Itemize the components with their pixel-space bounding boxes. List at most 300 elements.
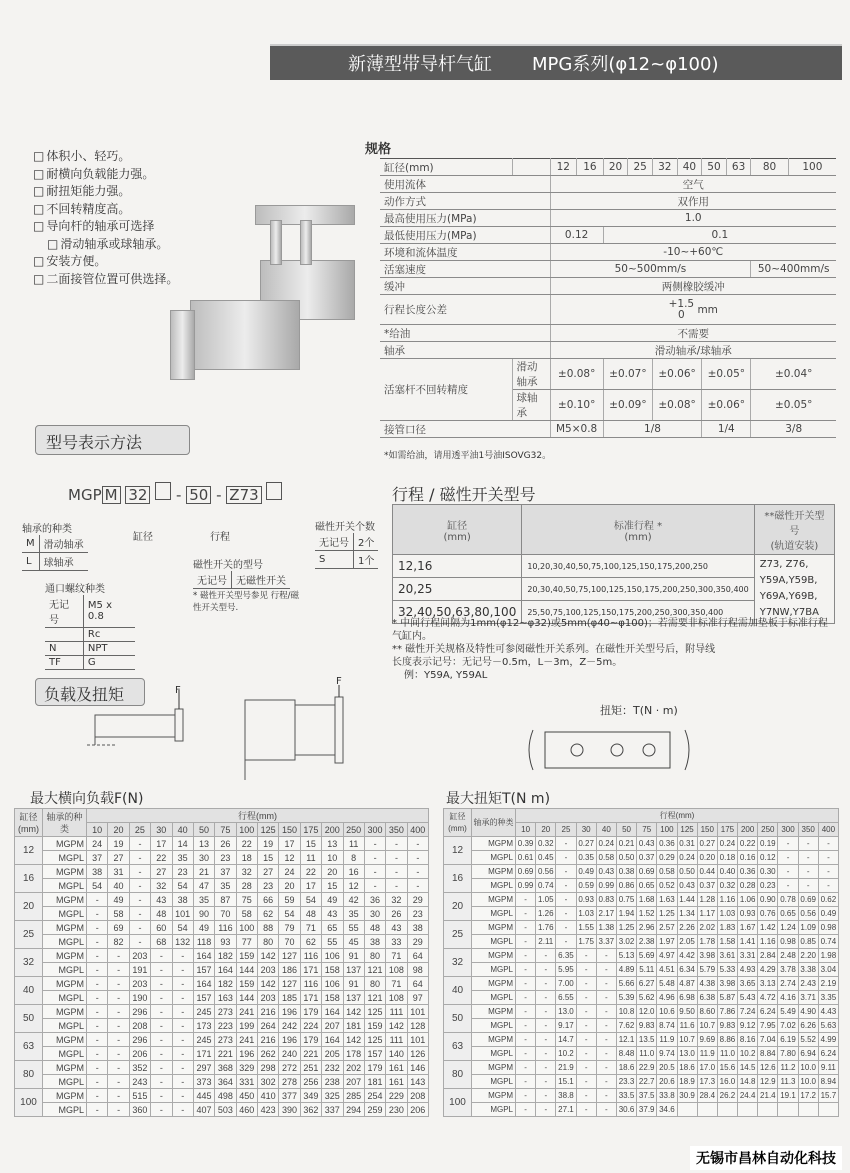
value-cell: 207 bbox=[322, 1019, 343, 1033]
value-cell: 11 bbox=[343, 837, 364, 851]
value-cell: 101 bbox=[407, 1005, 428, 1019]
value-cell: 30 bbox=[364, 907, 385, 921]
table-row bbox=[444, 963, 839, 977]
value-cell: 2.38 bbox=[637, 935, 657, 949]
value-cell: 0.21 bbox=[616, 837, 636, 851]
value-cell: 0.86 bbox=[616, 879, 636, 893]
value-cell: - bbox=[516, 1075, 536, 1089]
value-cell: - bbox=[172, 1047, 193, 1061]
type-cell: MGPM bbox=[472, 1061, 516, 1075]
value-cell: - bbox=[798, 851, 818, 865]
value-cell: 37.5 bbox=[637, 1089, 657, 1103]
value-cell: - bbox=[386, 837, 407, 851]
value-cell: 1.17 bbox=[697, 907, 717, 921]
value-cell: 29 bbox=[407, 935, 428, 949]
value-cell: 0.85 bbox=[798, 935, 818, 949]
value-cell: 17.3 bbox=[697, 1075, 717, 1089]
value-cell: - bbox=[364, 865, 385, 879]
value-cell: 0.29 bbox=[657, 851, 677, 865]
type-header: 轴承的种类 bbox=[43, 809, 87, 837]
value-cell: 1.41 bbox=[738, 935, 758, 949]
value-cell: 77 bbox=[236, 935, 257, 949]
model-code: MGP M 32 - 50 - Z73 bbox=[68, 482, 282, 504]
value-cell: 91 bbox=[343, 949, 364, 963]
bore-cell: 12 bbox=[444, 837, 472, 865]
type-cell: MGPM bbox=[472, 921, 516, 935]
stroke-label: 行程 bbox=[210, 532, 230, 543]
stroke-col-header: 20 bbox=[536, 823, 556, 837]
value-cell: - bbox=[536, 1089, 556, 1103]
value-cell: - bbox=[778, 865, 798, 879]
value-cell: 11 bbox=[300, 851, 321, 865]
value-cell: 9.17 bbox=[556, 1019, 576, 1033]
value-cell: 0.49 bbox=[818, 907, 838, 921]
value-cell: 0.22 bbox=[738, 837, 758, 851]
value-cell: 29 bbox=[407, 893, 428, 907]
value-cell: 0.27 bbox=[697, 837, 717, 851]
value-cell: 54 bbox=[279, 907, 300, 921]
value-cell: - bbox=[386, 879, 407, 893]
value-cell: 2.20 bbox=[798, 949, 818, 963]
value-cell: - bbox=[108, 977, 129, 991]
value-cell: 205 bbox=[322, 1047, 343, 1061]
value-cell: 0.44 bbox=[697, 865, 717, 879]
bore-cell: 100 bbox=[15, 1089, 43, 1117]
type-cell: MGPM bbox=[43, 893, 87, 907]
max-load-table bbox=[14, 808, 429, 1117]
value-cell: - bbox=[818, 851, 838, 865]
table-row bbox=[444, 935, 839, 949]
value-cell: 2.19 bbox=[818, 977, 838, 991]
value-cell: 3.98 bbox=[717, 977, 737, 991]
value-cell: 337 bbox=[322, 1103, 343, 1117]
feature-item: □ 导向杆的轴承可选择 bbox=[33, 218, 178, 236]
value-cell: 164 bbox=[193, 949, 214, 963]
value-cell: - bbox=[172, 1061, 193, 1075]
value-cell: 60 bbox=[151, 921, 172, 935]
value-cell: 0.24 bbox=[596, 837, 616, 851]
value-cell: 16.0 bbox=[717, 1075, 737, 1089]
type-cell: MGPM bbox=[472, 949, 516, 963]
value-cell: 5.79 bbox=[697, 963, 717, 977]
bore-cell: 16 bbox=[444, 865, 472, 893]
value-cell: 0.49 bbox=[576, 865, 596, 879]
value-cell: - bbox=[516, 963, 536, 977]
value-cell bbox=[717, 1103, 737, 1117]
value-cell: 158 bbox=[322, 991, 343, 1005]
value-cell: 49 bbox=[193, 921, 214, 935]
table-row bbox=[444, 1033, 839, 1047]
value-cell: 0.98 bbox=[818, 921, 838, 935]
value-cell: 54 bbox=[172, 879, 193, 893]
value-cell: - bbox=[536, 949, 556, 963]
value-cell: 0.69 bbox=[516, 865, 536, 879]
value-cell: 32 bbox=[386, 893, 407, 907]
value-cell: 126 bbox=[407, 1047, 428, 1061]
value-cell: - bbox=[576, 991, 596, 1005]
value-cell: 17 bbox=[300, 879, 321, 893]
table-row bbox=[15, 963, 429, 977]
value-cell: 0.62 bbox=[818, 893, 838, 907]
value-cell: 71 bbox=[386, 977, 407, 991]
value-cell: 368 bbox=[215, 1061, 236, 1075]
value-cell: 18 bbox=[236, 851, 257, 865]
stroke-col-header: 30 bbox=[151, 823, 172, 837]
value-cell: 7.02 bbox=[778, 1019, 798, 1033]
value-cell: 9.83 bbox=[637, 1019, 657, 1033]
value-cell: 1.83 bbox=[717, 921, 737, 935]
value-cell: 221 bbox=[215, 1047, 236, 1061]
value-cell: 7.80 bbox=[778, 1047, 798, 1061]
bore-cell: 63 bbox=[15, 1033, 43, 1061]
type-cell: MGPM bbox=[472, 837, 516, 851]
table-row bbox=[15, 1033, 429, 1047]
value-cell: 69 bbox=[108, 921, 129, 935]
table-row bbox=[444, 991, 839, 1005]
value-cell: 179 bbox=[300, 1033, 321, 1047]
value-cell: - bbox=[576, 1033, 596, 1047]
value-cell: 10.7 bbox=[677, 1033, 697, 1047]
value-cell: 0.37 bbox=[637, 851, 657, 865]
value-cell: 360 bbox=[129, 1103, 150, 1117]
value-cell: 498 bbox=[215, 1089, 236, 1103]
stroke-col-header: 350 bbox=[386, 823, 407, 837]
value-cell: 22 bbox=[151, 851, 172, 865]
value-cell: - bbox=[556, 921, 576, 935]
type-cell: MGPM bbox=[43, 1089, 87, 1103]
value-cell: 0.69 bbox=[637, 865, 657, 879]
value-cell bbox=[697, 1103, 717, 1117]
value-cell: 12 bbox=[343, 879, 364, 893]
value-cell: 125 bbox=[364, 1005, 385, 1019]
type-cell: MGPL bbox=[472, 1047, 516, 1061]
value-cell: 6.34 bbox=[677, 963, 697, 977]
value-cell: 298 bbox=[258, 1061, 279, 1075]
value-cell: 1.06 bbox=[738, 893, 758, 907]
table-row bbox=[15, 977, 429, 991]
value-cell: 79 bbox=[279, 921, 300, 935]
stroke-col-header: 40 bbox=[172, 823, 193, 837]
value-cell: 8.60 bbox=[697, 1005, 717, 1019]
value-cell: 10.7 bbox=[697, 1019, 717, 1033]
value-cell: 2.05 bbox=[677, 935, 697, 949]
value-cell bbox=[798, 1103, 818, 1117]
value-cell bbox=[758, 1103, 778, 1117]
value-cell: 108 bbox=[386, 991, 407, 1005]
switch-count: 磁性开关个数 无记号 2个 S 1个 bbox=[315, 518, 378, 569]
value-cell: - bbox=[151, 977, 172, 991]
value-cell: 5.63 bbox=[818, 1019, 838, 1033]
value-cell: 20 bbox=[279, 879, 300, 893]
value-cell: 20 bbox=[322, 865, 343, 879]
thread-type: 通口螺纹种类 无记号 M5 x 0.8 Rc N NPT TF G bbox=[45, 580, 135, 670]
value-cell: 8.74 bbox=[657, 1019, 677, 1033]
type-cell: MGPL bbox=[472, 879, 516, 893]
value-cell: 203 bbox=[258, 963, 279, 977]
table-row bbox=[444, 865, 839, 879]
spec-table: 缸径(mm) 12 16 20 25 32 40 50 63 80 100 使用流体 空气 动作方式 双作用 最高使用压力(MPa) 1.0 最低使用压力(MPa) 0.12 0.1 环境和流体温度 -10~+60℃ 活塞速度 50~500mm/s 50~400mm/s 缓冲 两侧橡胶缓冲 行程长度公差 +1.5 0 mm *给油 不需要 轴承 滑动轴承/球轴承 活塞杆不回转精度 滑动轴承 ±0.08° ±0.07° ±0.06° ±0.05° ±0.04° 球轴承 ±0.10° ±0.09° ±0.08° ±0.06° ±0.05° 接管口径 M5×0.8 1/8 1/4 3/8 bbox=[380, 158, 836, 438]
value-cell: 4.97 bbox=[657, 949, 677, 963]
stroke-col-header: 30 bbox=[576, 823, 596, 837]
value-cell: 62 bbox=[300, 935, 321, 949]
stroke-col-header: 150 bbox=[279, 823, 300, 837]
value-cell: - bbox=[87, 935, 108, 949]
value-cell: 18.6 bbox=[616, 1061, 636, 1075]
value-cell: 1.26 bbox=[536, 907, 556, 921]
table-row bbox=[444, 1103, 839, 1117]
value-cell: 6.35 bbox=[556, 949, 576, 963]
value-cell: - bbox=[778, 851, 798, 865]
value-cell: 15.1 bbox=[556, 1075, 576, 1089]
type-cell: MGPM bbox=[43, 949, 87, 963]
value-cell: - bbox=[87, 893, 108, 907]
value-cell: - bbox=[87, 977, 108, 991]
value-cell: - bbox=[87, 1103, 108, 1117]
value-cell: 4.89 bbox=[616, 963, 636, 977]
value-cell: 45 bbox=[343, 935, 364, 949]
value-cell: 2.74 bbox=[778, 977, 798, 991]
load-section-title: 负载及扭矩 bbox=[35, 678, 145, 706]
value-cell: 11.0 bbox=[637, 1047, 657, 1061]
value-cell: 12.6 bbox=[758, 1061, 778, 1075]
stroke-col-header: 175 bbox=[717, 823, 737, 837]
value-cell: 185 bbox=[279, 991, 300, 1005]
value-cell: 3.13 bbox=[758, 977, 778, 991]
value-cell: 4.87 bbox=[677, 977, 697, 991]
stroke-col-header: 50 bbox=[193, 823, 214, 837]
value-cell: 4.72 bbox=[758, 991, 778, 1005]
value-cell: 6.55 bbox=[556, 991, 576, 1005]
value-cell: - bbox=[798, 837, 818, 851]
type-cell: MGPL bbox=[43, 1047, 87, 1061]
value-cell: 254 bbox=[364, 1089, 385, 1103]
value-cell: 352 bbox=[129, 1061, 150, 1075]
value-cell: 157 bbox=[193, 963, 214, 977]
table-row bbox=[444, 921, 839, 935]
value-cell: 0.58 bbox=[596, 851, 616, 865]
value-cell: - bbox=[596, 949, 616, 963]
type-cell: MGPM bbox=[43, 921, 87, 935]
stroke-col-header: 125 bbox=[677, 823, 697, 837]
value-cell: 171 bbox=[193, 1047, 214, 1061]
force-label-right: F bbox=[336, 676, 342, 687]
bore-cell: 20 bbox=[15, 893, 43, 921]
value-cell: - bbox=[536, 1033, 556, 1047]
value-cell: 71 bbox=[386, 949, 407, 963]
value-cell: 0.37 bbox=[697, 879, 717, 893]
torque-table-title: 最大扭矩T(N m) bbox=[446, 791, 551, 807]
type-cell: MGPL bbox=[43, 1103, 87, 1117]
value-cell: - bbox=[87, 1033, 108, 1047]
value-cell: 0.50 bbox=[616, 851, 636, 865]
value-cell: 36 bbox=[364, 893, 385, 907]
value-cell: 54 bbox=[172, 921, 193, 935]
value-cell: 264 bbox=[258, 1019, 279, 1033]
value-cell: - bbox=[151, 1061, 172, 1075]
value-cell: 7.62 bbox=[616, 1019, 636, 1033]
value-cell: - bbox=[386, 865, 407, 879]
value-cell: 121 bbox=[364, 991, 385, 1005]
value-cell: - bbox=[108, 1075, 129, 1089]
value-cell: 0.39 bbox=[516, 837, 536, 851]
value-cell: 362 bbox=[300, 1103, 321, 1117]
value-cell: 12.0 bbox=[637, 1005, 657, 1019]
value-cell: 325 bbox=[322, 1089, 343, 1103]
value-cell: - bbox=[151, 1089, 172, 1103]
value-cell: 207 bbox=[343, 1075, 364, 1089]
value-cell: 28 bbox=[236, 879, 257, 893]
value-cell: 19 bbox=[108, 837, 129, 851]
stroke-col-header: 10 bbox=[516, 823, 536, 837]
value-cell: 43 bbox=[151, 893, 172, 907]
value-cell: 445 bbox=[193, 1089, 214, 1103]
value-cell: 128 bbox=[407, 1019, 428, 1033]
value-cell: 12.9 bbox=[758, 1075, 778, 1089]
value-cell: 0.45 bbox=[536, 851, 556, 865]
bore-cell: 63 bbox=[444, 1033, 472, 1061]
type-header: 轴承的种类 bbox=[472, 809, 516, 837]
type-cell: MGPM bbox=[472, 1089, 516, 1103]
value-cell: 216 bbox=[258, 1005, 279, 1019]
value-cell: 377 bbox=[279, 1089, 300, 1103]
value-cell: 190 bbox=[129, 991, 150, 1005]
value-cell: 62 bbox=[258, 907, 279, 921]
value-cell: 0.30 bbox=[758, 865, 778, 879]
value-cell: 0.36 bbox=[738, 865, 758, 879]
type-cell: MGPL bbox=[43, 907, 87, 921]
force-label-left: F bbox=[175, 685, 181, 696]
value-cell: 1.75 bbox=[576, 935, 596, 949]
value-cell: 1.94 bbox=[616, 907, 636, 921]
type-cell: MGPL bbox=[43, 935, 87, 949]
stroke-col-header: 300 bbox=[364, 823, 385, 837]
value-cell: 182 bbox=[215, 949, 236, 963]
value-cell: 331 bbox=[236, 1075, 257, 1089]
value-cell: 0.58 bbox=[657, 865, 677, 879]
value-cell: 202 bbox=[343, 1061, 364, 1075]
table-row bbox=[15, 879, 429, 893]
type-cell: MGPM bbox=[43, 1005, 87, 1019]
value-cell: 13 bbox=[193, 837, 214, 851]
value-cell: 27.1 bbox=[556, 1103, 576, 1117]
value-cell: - bbox=[172, 949, 193, 963]
value-cell: 229 bbox=[386, 1089, 407, 1103]
value-cell: 0.74 bbox=[536, 879, 556, 893]
value-cell: 0.65 bbox=[778, 907, 798, 921]
value-cell: 364 bbox=[215, 1075, 236, 1089]
stroke-col-header: 125 bbox=[258, 823, 279, 837]
value-cell: 3.37 bbox=[596, 935, 616, 949]
value-cell: 203 bbox=[129, 977, 150, 991]
feature-list bbox=[33, 148, 178, 288]
value-cell: 0.56 bbox=[536, 865, 556, 879]
value-cell: - bbox=[108, 949, 129, 963]
value-cell: - bbox=[364, 837, 385, 851]
value-cell: - bbox=[556, 893, 576, 907]
value-cell: 2.84 bbox=[758, 949, 778, 963]
value-cell: 12 bbox=[279, 851, 300, 865]
value-cell: 3.71 bbox=[798, 991, 818, 1005]
stroke-col-header: 350 bbox=[798, 823, 818, 837]
value-cell: - bbox=[596, 1061, 616, 1075]
value-cell: - bbox=[516, 1061, 536, 1075]
value-cell: 11.9 bbox=[697, 1047, 717, 1061]
value-cell: - bbox=[108, 1103, 129, 1117]
value-cell: 0.16 bbox=[738, 851, 758, 865]
table-row bbox=[15, 1103, 429, 1117]
value-cell: 0.93 bbox=[576, 893, 596, 907]
value-cell: 410 bbox=[258, 1089, 279, 1103]
value-cell: 0.24 bbox=[717, 837, 737, 851]
value-cell: 55 bbox=[322, 935, 343, 949]
table-row bbox=[15, 1047, 429, 1061]
value-cell: 6.27 bbox=[637, 977, 657, 991]
value-cell: 4.93 bbox=[738, 963, 758, 977]
value-cell: - bbox=[596, 1005, 616, 1019]
value-cell: 0.93 bbox=[738, 907, 758, 921]
value-cell: 159 bbox=[236, 949, 257, 963]
table-row bbox=[444, 1019, 839, 1033]
value-cell: 2.48 bbox=[778, 949, 798, 963]
value-cell: 13.0 bbox=[677, 1047, 697, 1061]
value-cell: 0.75 bbox=[616, 893, 636, 907]
stroke-col-header: 25 bbox=[129, 823, 150, 837]
value-cell: 15 bbox=[322, 879, 343, 893]
value-cell: - bbox=[87, 907, 108, 921]
value-cell: 10.2 bbox=[738, 1047, 758, 1061]
value-cell: 0.32 bbox=[536, 837, 556, 851]
switch-type: 磁性开关的型号 无记号 无磁性开关 * 磁性开关型号参见 行程/磁性开关型号. bbox=[193, 560, 300, 613]
value-cell: 8.48 bbox=[616, 1047, 636, 1061]
value-cell: 0.28 bbox=[738, 879, 758, 893]
stroke-notes: * 中间行程间隔为1mm(φ12~φ32)或5mm(φ40~φ100)；若需要非标准行程需加垫板于标准行程气缸内。 ** 磁性开关规格及特性可参阅磁性开关系列。在磁性开关型号后，附导线长度表示记号：无记号－0.5m，L－3m，Z－5m。 例：Y59A, Y59AL bbox=[392, 618, 828, 681]
value-cell: 23 bbox=[172, 865, 193, 879]
value-cell: 203 bbox=[129, 949, 150, 963]
value-cell: - bbox=[108, 1019, 129, 1033]
stroke-col-header: 400 bbox=[407, 823, 428, 837]
value-cell: 164 bbox=[215, 963, 236, 977]
value-cell: 26.2 bbox=[717, 1089, 737, 1103]
value-cell: - bbox=[407, 851, 428, 865]
type-cell: MGPL bbox=[43, 963, 87, 977]
value-cell: - bbox=[576, 1103, 596, 1117]
value-cell: 0.35 bbox=[576, 851, 596, 865]
value-cell: - bbox=[516, 1047, 536, 1061]
value-cell: 48 bbox=[300, 907, 321, 921]
value-cell: 0.36 bbox=[657, 837, 677, 851]
feature-item: □ 耐扭矩能力强。 bbox=[33, 183, 178, 201]
type-cell: MGPM bbox=[43, 977, 87, 991]
value-cell: 34.6 bbox=[657, 1103, 677, 1117]
value-cell: 0.43 bbox=[596, 865, 616, 879]
value-cell: 27 bbox=[258, 865, 279, 879]
value-cell: 0.74 bbox=[818, 935, 838, 949]
value-cell: - bbox=[576, 1005, 596, 1019]
value-cell: 0.18 bbox=[717, 851, 737, 865]
value-cell: 3.98 bbox=[697, 949, 717, 963]
type-cell: MGPL bbox=[472, 963, 516, 977]
feature-item: □ 耐横向负载能力强。 bbox=[33, 166, 178, 184]
value-cell: 3.04 bbox=[818, 963, 838, 977]
value-cell: 178 bbox=[343, 1047, 364, 1061]
value-cell: - bbox=[596, 1103, 616, 1117]
value-cell: 182 bbox=[215, 977, 236, 991]
table-row bbox=[15, 991, 429, 1005]
value-cell: 273 bbox=[215, 1005, 236, 1019]
value-cell: 5.52 bbox=[798, 1033, 818, 1047]
value-cell: 1.34 bbox=[677, 907, 697, 921]
value-cell: - bbox=[576, 977, 596, 991]
